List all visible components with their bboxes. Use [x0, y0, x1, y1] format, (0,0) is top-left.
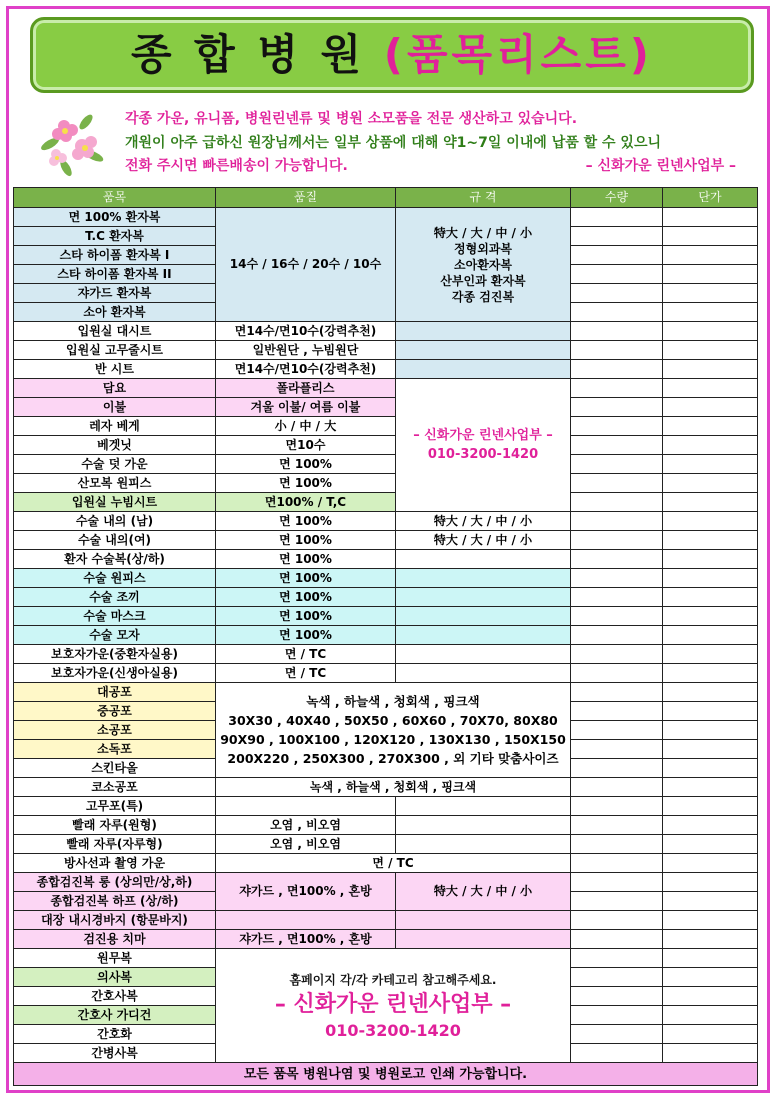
price-cell[interactable] [663, 227, 758, 246]
intro-signature: – 신화가운 린넨사업부 – [585, 158, 736, 174]
price-cell[interactable] [663, 569, 758, 588]
price-cell[interactable] [663, 493, 758, 512]
table-row [14, 588, 758, 607]
qty-cell[interactable] [571, 531, 663, 550]
intro-line-1: 각종 가운, 유니폼, 병원린넨류 및 병원 소모품을 전문 생산하고 있습니다. [125, 111, 578, 127]
qty-cell[interactable] [571, 227, 663, 246]
item-cell: T.C 환자복 [14, 227, 216, 246]
footer-row [14, 1063, 758, 1086]
table-row [14, 911, 758, 930]
price-cell[interactable] [663, 873, 758, 892]
spec-line: 각종 검진복 [451, 289, 515, 304]
table-row [14, 417, 758, 436]
spec-cell [396, 322, 571, 341]
spec-contact-cell [396, 379, 571, 512]
header-item: 품목 [14, 188, 216, 208]
quality-cell: 면14수/면10수(강력추천) [216, 322, 396, 341]
quality-cell: 면 100% [216, 455, 396, 474]
table-row [14, 664, 758, 683]
spec-cell: 特大 / 大 / 中 / 小 [396, 873, 571, 911]
item-cell: 수술 마스크 [14, 607, 216, 626]
flower-icon [36, 104, 110, 178]
qty-cell[interactable] [571, 588, 663, 607]
quality-cell: 면 100% [216, 607, 396, 626]
qty-cell[interactable] [571, 322, 663, 341]
price-cell[interactable] [663, 1025, 758, 1044]
quality-cell: 면 100% [216, 626, 396, 645]
item-cell: 간호사복 [14, 987, 216, 1006]
table-row [14, 949, 758, 968]
item-cell: 입원실 대시트 [14, 322, 216, 341]
price-cell[interactable] [663, 436, 758, 455]
qty-cell[interactable] [571, 607, 663, 626]
contact-phone: 010-3200-1420 [427, 447, 539, 462]
quality-cell: 면 100% [216, 550, 396, 569]
item-cell: 이불 [14, 398, 216, 417]
page-title [30, 17, 754, 93]
item-cell: 빨래 자루(원형) [14, 816, 216, 835]
price-cell[interactable] [663, 911, 758, 930]
drape-sizes-3: 200X220 , 250X300 , 270X300 , 외 기타 맞춤사이즈 [227, 751, 559, 766]
contact-note: 홈페이지 각/각 카테고리 참고해주세요. [289, 972, 497, 987]
price-cell[interactable] [663, 930, 758, 949]
price-cell[interactable] [663, 645, 758, 664]
quality-cell: 폴라플리스 [216, 379, 396, 398]
price-cell[interactable] [663, 531, 758, 550]
table-row [14, 607, 758, 626]
qty-cell[interactable] [571, 892, 663, 911]
quality-cell: 면 100% [216, 569, 396, 588]
price-cell[interactable] [663, 398, 758, 417]
price-cell[interactable] [663, 797, 758, 816]
drape-colors-cell: 녹색 , 하늘색 , 청회색 , 핑크색 [216, 778, 571, 797]
spec-cell [396, 360, 571, 379]
quality-cell: 면10수 [216, 436, 396, 455]
qty-cell[interactable] [571, 1025, 663, 1044]
price-cell[interactable] [663, 550, 758, 569]
quality-cell [216, 911, 396, 930]
quality-cell: 면 100% [216, 588, 396, 607]
quality-cell: 면 100% [216, 531, 396, 550]
qty-cell[interactable] [571, 645, 663, 664]
item-cell: 환자 수술복(상/하) [14, 550, 216, 569]
item-cell: 종합검진복 롱 (상의만/상,하) [14, 873, 216, 892]
spec-cell [396, 208, 571, 322]
table-row [14, 398, 758, 417]
price-cell[interactable] [663, 816, 758, 835]
table-row [14, 474, 758, 493]
table-row [14, 835, 758, 854]
price-cell[interactable] [663, 683, 758, 702]
drape-sizes-1: 30X30 , 40X40 , 50X50 , 60X60 , 70X70, 80X80 [228, 713, 558, 728]
qty-cell[interactable] [571, 569, 663, 588]
intro-line-2: 개원이 아주 급하신 원장님께서는 일부 상품에 대해 약1~7일 이내에 납품 할 수 있으니 [125, 134, 661, 151]
spec-line: 特大 / 大 / 中 / 小 [433, 225, 533, 240]
qty-cell[interactable] [571, 550, 663, 569]
item-cell: 간병사복 [14, 1044, 216, 1063]
qty-cell[interactable] [571, 246, 663, 265]
header-row [14, 188, 758, 208]
qty-cell[interactable] [571, 1044, 663, 1063]
price-cell[interactable] [663, 664, 758, 683]
qty-cell[interactable] [571, 1006, 663, 1025]
price-cell[interactable] [663, 759, 758, 778]
price-cell[interactable] [663, 379, 758, 398]
item-cell: 입원실 고무줄시트 [14, 341, 216, 360]
item-cell: 대공포 [14, 683, 216, 702]
item-table [13, 187, 758, 1086]
qty-cell[interactable] [571, 265, 663, 284]
price-cell[interactable] [663, 740, 758, 759]
price-cell[interactable] [663, 892, 758, 911]
table-row [14, 569, 758, 588]
item-cell: 베겟닛 [14, 436, 216, 455]
quality-cell: 면 / TC [216, 854, 571, 873]
price-cell[interactable] [663, 778, 758, 797]
quality-cell: 오염 , 비오염 [216, 816, 396, 835]
qty-cell[interactable] [571, 816, 663, 835]
spec-line: 소아환자복 [454, 257, 512, 272]
price-cell[interactable] [663, 322, 758, 341]
price-cell[interactable] [663, 949, 758, 968]
item-cell: 담요 [14, 379, 216, 398]
spec-cell [396, 911, 571, 930]
item-cell: 수술 내의(여) [14, 531, 216, 550]
quality-cell: 쟈가드 , 면100% , 혼방 [216, 930, 396, 949]
price-cell[interactable] [663, 417, 758, 436]
header-qty: 수량 [571, 188, 663, 208]
price-cell[interactable] [663, 1006, 758, 1025]
price-cell[interactable] [663, 360, 758, 379]
qty-cell[interactable] [571, 341, 663, 360]
price-cell[interactable] [663, 512, 758, 531]
qty-cell[interactable] [571, 759, 663, 778]
price-cell[interactable] [663, 835, 758, 854]
price-cell[interactable] [663, 987, 758, 1006]
quality-cell: 小 / 中 / 大 [216, 417, 396, 436]
spec-cell [396, 816, 571, 835]
quality-cell: 14수 / 16수 / 20수 / 10수 [216, 208, 396, 322]
qty-cell[interactable] [571, 930, 663, 949]
qty-cell[interactable] [571, 740, 663, 759]
quality-cell: 면 100% [216, 474, 396, 493]
title-sub: (품목리스트) [383, 30, 654, 79]
spec-line: 정형외과복 [454, 241, 512, 256]
qty-cell[interactable] [571, 949, 663, 968]
item-cell: 레자 베게 [14, 417, 216, 436]
intro-line-3: 전화 주시면 빠른배송이 가능합니다. [125, 158, 348, 174]
qty-cell[interactable] [571, 474, 663, 493]
item-cell: 고무포(특) [14, 797, 216, 816]
table-row [14, 683, 758, 702]
spec-cell: 特大 / 大 / 中 / 小 [396, 531, 571, 550]
spec-cell [396, 588, 571, 607]
table-row [14, 873, 758, 892]
contact-phone: 010-3200-1420 [325, 1020, 461, 1040]
quality-cell: 면 / TC [216, 664, 396, 683]
price-cell[interactable] [663, 626, 758, 645]
qty-cell[interactable] [571, 721, 663, 740]
item-cell: 입원실 누빔시트 [14, 493, 216, 512]
drape-spec-cell [216, 683, 571, 778]
qty-cell[interactable] [571, 360, 663, 379]
item-cell: 보호자가운(신생아실용) [14, 664, 216, 683]
spec-cell: 特大 / 大 / 中 / 小 [396, 512, 571, 531]
spec-cell [396, 664, 571, 683]
qty-cell[interactable] [571, 911, 663, 930]
item-cell: 보호자가운(중환자실용) [14, 645, 216, 664]
qty-cell[interactable] [571, 797, 663, 816]
qty-cell[interactable] [571, 512, 663, 531]
table-row [14, 778, 758, 797]
item-cell: 수술 모자 [14, 626, 216, 645]
qty-cell[interactable] [571, 436, 663, 455]
price-cell[interactable] [663, 246, 758, 265]
drape-colors: 녹색 , 하늘색 , 청회색 , 핑크색 [306, 694, 480, 709]
table-row [14, 322, 758, 341]
item-cell: 수술 원피스 [14, 569, 216, 588]
item-cell: 쟈가드 환자복 [14, 284, 216, 303]
spec-cell [396, 341, 571, 360]
item-cell: 방사선과 촬영 가운 [14, 854, 216, 873]
table-row [14, 512, 758, 531]
item-cell: 간호사 가디건 [14, 1006, 216, 1025]
spec-cell [396, 930, 571, 949]
item-cell: 원무복 [14, 949, 216, 968]
price-cell[interactable] [663, 721, 758, 740]
table-row [14, 531, 758, 550]
qty-cell[interactable] [571, 702, 663, 721]
contact-company: – 신화가운 린넨사업부 – [413, 428, 553, 443]
table-row [14, 645, 758, 664]
table-row [14, 797, 758, 816]
quality-cell: 면 100% [216, 512, 396, 531]
table-row [14, 854, 758, 873]
contact-company: – 신화가운 린넨사업부 – [274, 991, 512, 1017]
table-row [14, 360, 758, 379]
table-row [14, 550, 758, 569]
price-cell[interactable] [663, 607, 758, 626]
qty-cell[interactable] [571, 664, 663, 683]
price-cell[interactable] [663, 265, 758, 284]
item-cell: 스타 하이폼 환자복 II [14, 265, 216, 284]
spec-line: 산부인과 환자복 [440, 273, 526, 288]
table-row [14, 208, 758, 227]
spec-cell [396, 569, 571, 588]
quality-cell: 면100% / T,C [216, 493, 396, 512]
qty-cell[interactable] [571, 854, 663, 873]
item-cell: 의사복 [14, 968, 216, 987]
spec-cell [396, 797, 571, 816]
quality-cell: 오염 , 비오염 [216, 835, 396, 854]
contact-cell [216, 949, 571, 1063]
item-cell: 중공포 [14, 702, 216, 721]
qty-cell[interactable] [571, 968, 663, 987]
quality-cell: 겨울 이불/ 여름 이불 [216, 398, 396, 417]
price-cell[interactable] [663, 968, 758, 987]
qty-cell[interactable] [571, 493, 663, 512]
item-cell: 스타 하이폼 환자복 I [14, 246, 216, 265]
price-cell[interactable] [663, 455, 758, 474]
spec-cell [396, 550, 571, 569]
qty-cell[interactable] [571, 417, 663, 436]
item-cell: 산모복 원피스 [14, 474, 216, 493]
item-cell: 검진용 치마 [14, 930, 216, 949]
qty-cell[interactable] [571, 208, 663, 227]
quality-cell: 쟈가드 , 면100% , 혼방 [216, 873, 396, 911]
table-row [14, 436, 758, 455]
price-cell[interactable] [663, 284, 758, 303]
qty-cell[interactable] [571, 284, 663, 303]
qty-cell[interactable] [571, 303, 663, 322]
intro-text [125, 108, 661, 179]
item-cell: 대장 내시경바지 (항문바지) [14, 911, 216, 930]
quality-cell [216, 797, 396, 816]
header-quality: 품질 [216, 188, 396, 208]
qty-cell[interactable] [571, 873, 663, 892]
item-cell: 소아 환자복 [14, 303, 216, 322]
table-row [14, 626, 758, 645]
header-spec: 규 격 [396, 188, 571, 208]
item-cell: 종합검진복 하프 (상/하) [14, 892, 216, 911]
item-cell: 면 100% 환자복 [14, 208, 216, 227]
item-cell: 수술 내의 (남) [14, 512, 216, 531]
qty-cell[interactable] [571, 683, 663, 702]
item-cell: 코소공포 [14, 778, 216, 797]
quality-cell: 면 / TC [216, 645, 396, 664]
item-cell: 소공포 [14, 721, 216, 740]
table-row [14, 816, 758, 835]
item-cell: 빨래 자루(자루형) [14, 835, 216, 854]
qty-cell[interactable] [571, 379, 663, 398]
price-cell[interactable] [663, 588, 758, 607]
price-cell[interactable] [663, 303, 758, 322]
title-main: 종 합 병 원 [130, 30, 366, 79]
price-cell[interactable] [663, 702, 758, 721]
price-cell[interactable] [663, 854, 758, 873]
spec-cell [396, 607, 571, 626]
qty-cell[interactable] [571, 987, 663, 1006]
price-cell[interactable] [663, 1044, 758, 1063]
table-row [14, 379, 758, 398]
footer-note: 모든 품목 병원나염 및 병원로고 인쇄 가능합니다. [14, 1063, 758, 1086]
item-cell: 반 시트 [14, 360, 216, 379]
spec-cell [396, 645, 571, 664]
item-cell: 소독포 [14, 740, 216, 759]
quality-cell: 일반원단 , 누빔원단 [216, 341, 396, 360]
price-cell[interactable] [663, 341, 758, 360]
item-cell: 수술 조끼 [14, 588, 216, 607]
qty-cell[interactable] [571, 835, 663, 854]
qty-cell[interactable] [571, 398, 663, 417]
price-cell[interactable] [663, 208, 758, 227]
table-row [14, 341, 758, 360]
quality-cell: 면14수/면10수(강력추천) [216, 360, 396, 379]
table-row [14, 493, 758, 512]
table-row [14, 455, 758, 474]
item-cell: 간호화 [14, 1025, 216, 1044]
item-cell: 수술 덧 가운 [14, 455, 216, 474]
table-row [14, 930, 758, 949]
qty-cell[interactable] [571, 455, 663, 474]
qty-cell[interactable] [571, 626, 663, 645]
header-price: 단가 [663, 188, 758, 208]
drape-sizes-2: 90X90 , 100X100 , 120X120 , 130X130 , 150X150 [220, 732, 566, 747]
spec-cell [396, 835, 571, 854]
price-cell[interactable] [663, 474, 758, 493]
spec-cell [396, 626, 571, 645]
qty-cell[interactable] [571, 778, 663, 797]
item-cell: 스킨타올 [14, 759, 216, 778]
